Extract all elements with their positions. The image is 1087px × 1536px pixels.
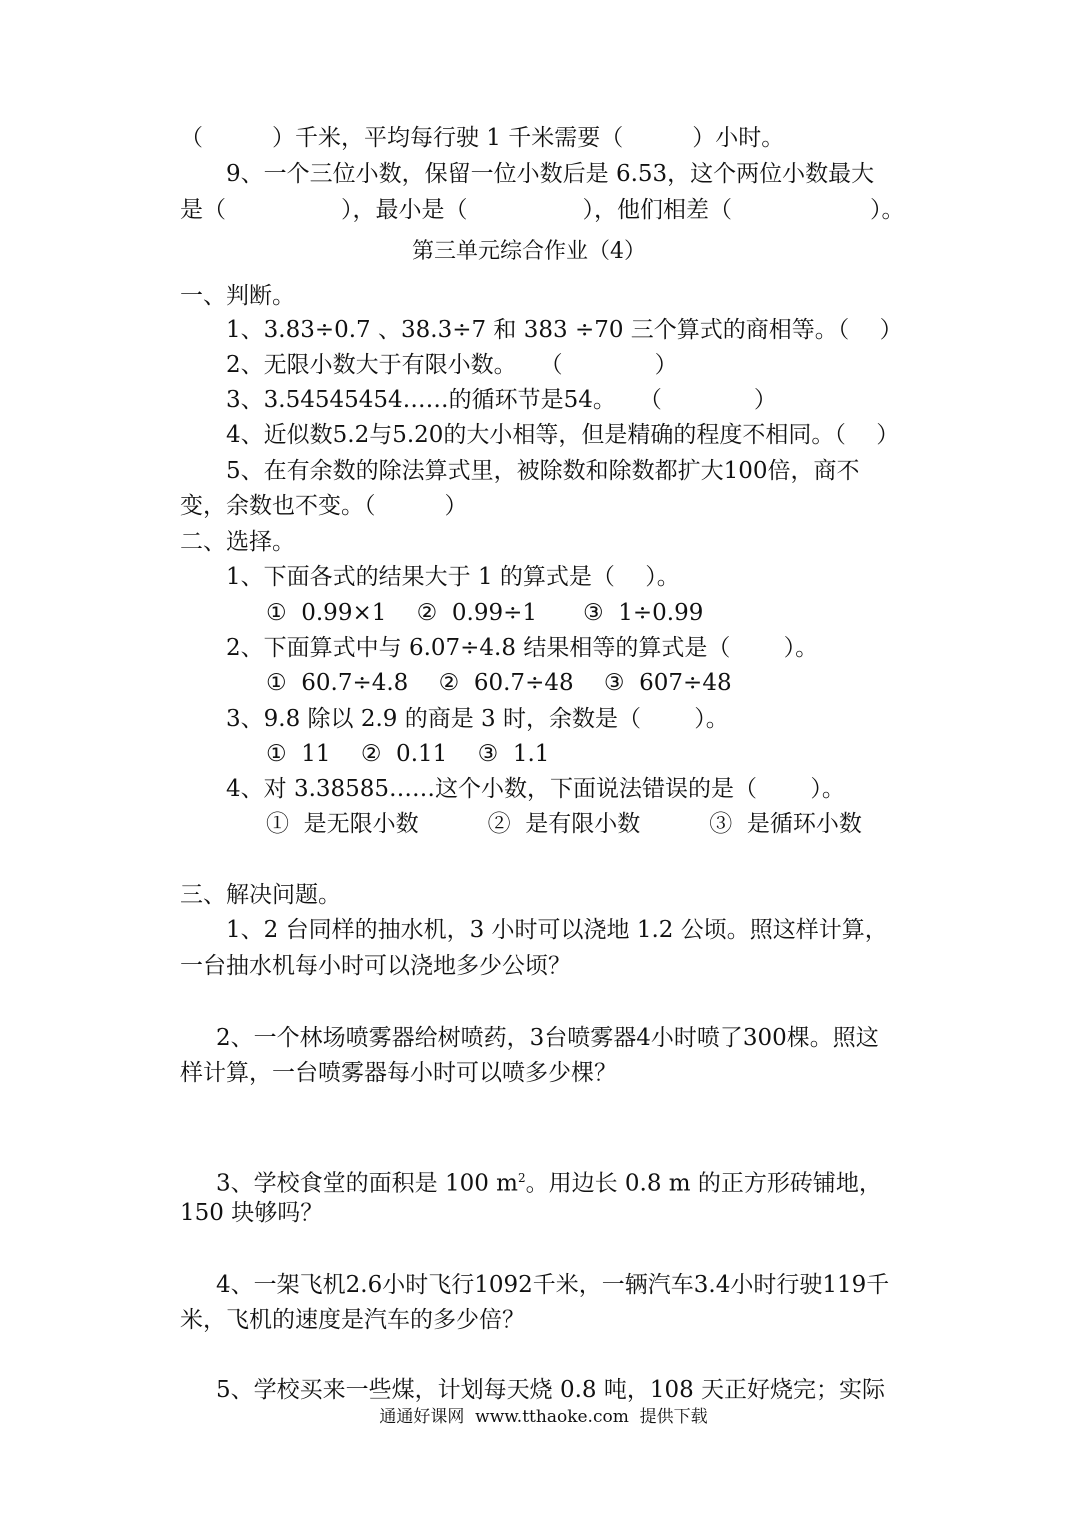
choice-options-4: ① 是无限小数 ② 是有限小数 ③ 是循环小数 [266,811,862,837]
page-footer: 通通好课网 www.tthaoke.com 提供下载 [379,1407,708,1427]
question-9: 9、一个三位小数，保留一位小数后是 6.53，这个两位小数最大 [226,161,875,187]
choice-item-1: 1、下面各式的结果大于 1 的算式是（ ）。 [226,564,680,590]
choice-options-3: ① 11 ② 0.11 ③ 1.1 [266,741,550,767]
section-heading-judge: 一、判断。 [180,283,295,309]
problem-3-text-a: 3、学校食堂的面积是 100 m [216,1170,518,1197]
problem-3-cont: 150 块够吗？ [180,1200,324,1226]
problem-3-text-b: 。用边长 0.8 m 的正方形砖铺地， [525,1170,882,1197]
choice-item-3: 3、9.8 除以 2.9 的商是 3 时，余数是（ ）。 [226,706,729,732]
problem-1: 1、2 台同样的抽水机，3 小时可以浇地 1.2 公顷。照这样计算， [226,917,888,943]
judge-item-4: 4、近似数5.2与5.20的大小相等，但是精确的程度不相同。（ ） [226,422,900,448]
choice-item-4: 4、对 3.38585……这个小数，下面说法错误的是（ ）。 [226,776,845,802]
choice-options-2: ① 60.7÷4.8 ② 60.7÷48 ③ 607÷48 [266,670,732,696]
judge-item-5-cont: 变，余数也不变。（ ） [180,493,468,519]
problem-3 [216,1162,882,1200]
judge-item-1: 1、3.83÷0.7 、38.3÷7 和 383 ÷70 三个算式的商相等。（ ） [226,317,903,343]
choice-options-1: ① 0.99×1 ② 0.99÷1 ③ 1÷0.99 [266,600,704,626]
section-heading-choice: 二、选择。 [180,529,295,555]
choice-item-2: 2、下面算式中与 6.07÷4.8 结果相等的算式是（ ）。 [226,635,819,661]
problem-2-cont: 样计算，一台喷雾器每小时可以喷多少棵？ [180,1060,617,1086]
problem-2: 2、一个林场喷雾器给树喷药，3台喷雾器4小时喷了300棵。照这 [216,1025,879,1051]
judge-item-3: 3、3.54545454……的循环节是54。 （ ） [226,387,777,413]
superscript: 2 [517,1171,526,1185]
section-heading-problems: 三、解决问题。 [180,882,341,908]
text-line: （ ）千米，平均每行驶 1 千米需要（ ）小时。 [180,125,785,151]
problem-4: 4、一架飞机2.6小时飞行1092千米，一辆汽车3.4小时行驶119千 [216,1272,890,1298]
judge-item-5: 5、在有余数的除法算式里，被除数和除数都扩大100倍，商不 [226,458,860,484]
section-title: 第三单元综合作业（4） [412,239,646,264]
problem-1-cont: 一台抽水机每小时可以浇地多少公顷？ [180,953,571,979]
text-line: 是（ ），最小是（ ），他们相差（ ）。 [180,197,905,223]
problem-5: 5、学校买来一些煤，计划每天烧 0.8 吨，108 天正好烧完；实际 [216,1377,886,1403]
judge-item-2: 2、无限小数大于有限小数。 （ ） [226,352,678,378]
problem-4-cont: 米，飞机的速度是汽车的多少倍？ [180,1307,525,1333]
